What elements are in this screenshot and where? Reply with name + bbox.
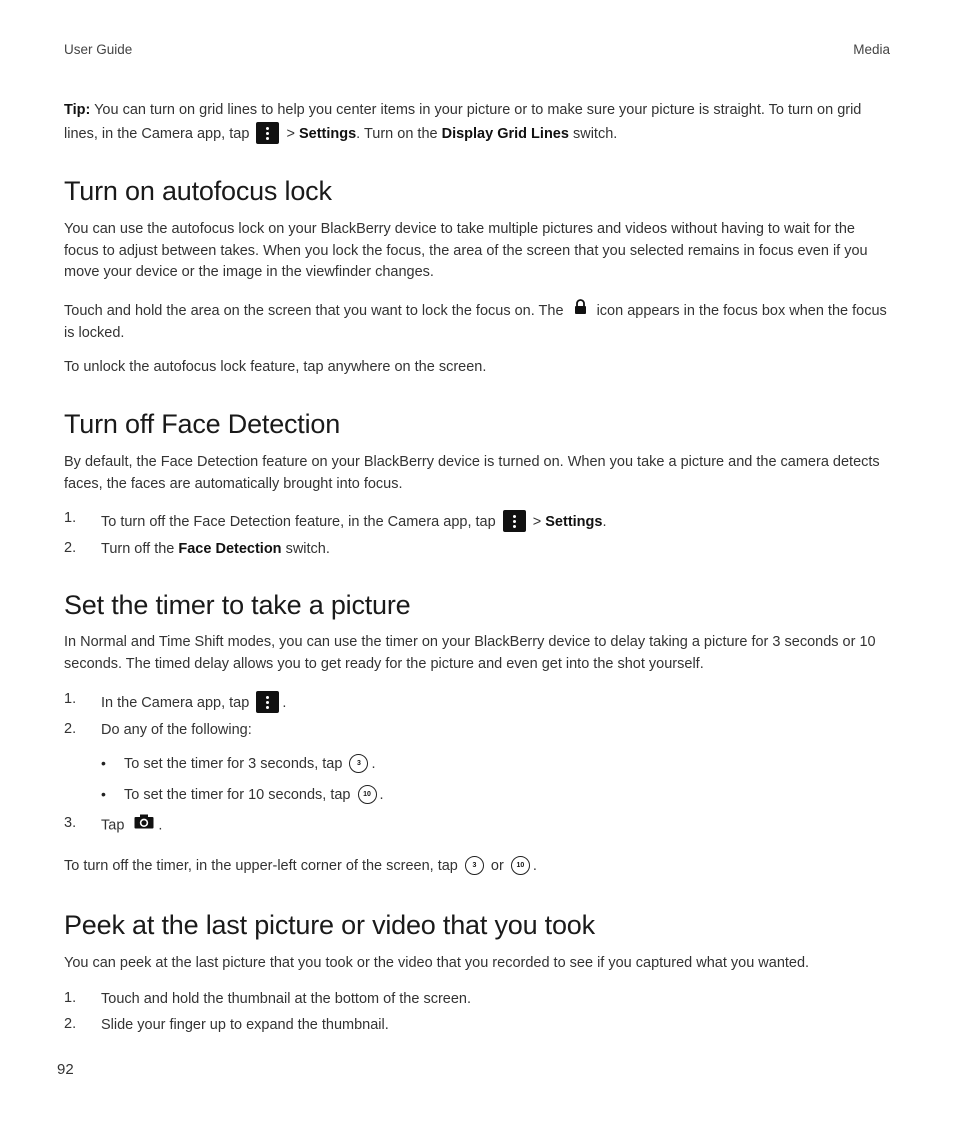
timer-3-seconds-icon: 3: [349, 754, 368, 773]
list-item: To set the timer for 10 seconds, tap 10 .: [124, 785, 384, 805]
bullet: •: [101, 755, 106, 771]
list-number: 3.: [64, 815, 77, 831]
list-number: 2.: [64, 540, 77, 556]
list-item: Tap .: [101, 815, 162, 836]
tip-block: Tip: You can turn on grid lines to help you center items in your picture or to make sure your picture is straight. To turn on grid lines, in the Camera app, tap > Settings. Turn on the Display Grid Lines switch.: [64, 98, 892, 146]
timer-3-seconds-icon: 3: [465, 856, 484, 875]
running-header-left: User Guide: [64, 42, 133, 57]
list-number: 1.: [64, 691, 77, 707]
timer-paragraph: In Normal and Time Shift modes, you can use the timer on your BlackBerry device to delay taking a picture for 3 seconds or 10 seconds. The timed delay allows you to get ready for the picture and even get into the shot yourself.: [64, 634, 876, 672]
more-menu-icon: [256, 691, 279, 713]
lock-icon: [574, 299, 587, 322]
more-menu-icon: [503, 510, 526, 532]
list-number: 1.: [64, 510, 77, 526]
section-title-timer: Set the timer to take a picture: [64, 590, 411, 620]
face-detection-paragraph: By default, the Face Detection feature on your BlackBerry device is turned on. When you take a picture and the camera detects faces, the faces are automatically brought into focus.: [64, 454, 880, 492]
timer-10-seconds-icon: 10: [358, 785, 377, 804]
bullet: •: [101, 786, 106, 802]
more-menu-icon: [256, 122, 279, 144]
list-item: Turn off the Face Detection switch.: [101, 541, 330, 557]
page-number: 92: [57, 1061, 74, 1078]
list-item: Slide your finger up to expand the thumbnail.: [101, 1017, 389, 1033]
autofocus-lock-paragraph: Touch and hold the area on the screen that you want to lock the focus on. The icon appears in the focus box when the focus is locked.: [64, 300, 892, 344]
list-item: Do any of the following:: [101, 722, 252, 738]
autofocus-unlock-paragraph: To unlock the autofocus lock feature, tap anywhere on the screen.: [64, 359, 487, 375]
running-header-right: Media: [853, 42, 890, 57]
section-title-face-detection: Turn off Face Detection: [64, 409, 341, 439]
timer-off-paragraph: To turn off the timer, in the upper-left corner of the screen, tap 3 or 10 .: [64, 856, 892, 878]
list-number: 2.: [64, 721, 77, 737]
tip-label: Tip:: [64, 102, 91, 118]
list-item: Touch and hold the thumbnail at the bottom of the screen.: [101, 991, 471, 1007]
peek-paragraph: You can peek at the last picture that you took or the video that you recorded to see if you captured what you wanted.: [64, 955, 810, 971]
list-item: To turn off the Face Detection feature, in the Camera app, tap > Settings.: [101, 511, 606, 533]
autofocus-paragraph: You can use the autofocus lock on your BlackBerry device to take multiple pictures and videos without having to wait for the focus to adjust between takes. When you lock the focus, the area of the screen that you selected remains in focus even if you move your device or the image in the viewfinder changes.: [64, 221, 868, 280]
camera-icon: [134, 814, 154, 835]
section-title-autofocus: Turn on autofocus lock: [64, 176, 332, 206]
list-number: 2.: [64, 1016, 77, 1032]
list-number: 1.: [64, 990, 77, 1006]
list-item: In the Camera app, tap .: [101, 692, 286, 714]
timer-10-seconds-icon: 10: [511, 856, 530, 875]
section-title-peek: Peek at the last picture or video that you took: [64, 910, 595, 940]
list-item: To set the timer for 3 seconds, tap 3 .: [124, 754, 375, 774]
